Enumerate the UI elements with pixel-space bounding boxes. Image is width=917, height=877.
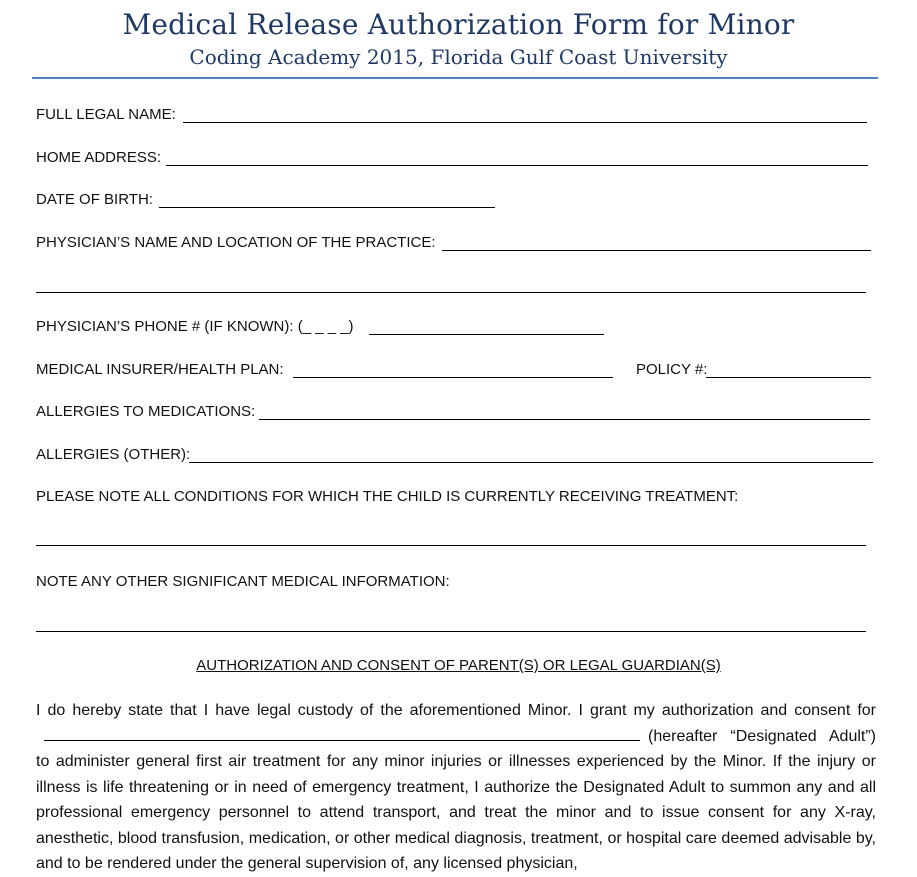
form-subtitle: Coding Academy 2015, Florida Gulf Coast University <box>189 45 728 69</box>
date-of-birth-field[interactable] <box>159 207 495 208</box>
full-legal-name-field[interactable] <box>183 122 867 123</box>
conditions-field[interactable] <box>36 545 866 546</box>
medical-insurer-label: MEDICAL INSURER/HEALTH PLAN: <box>36 361 284 378</box>
policy-number-label: POLICY #: <box>636 361 708 378</box>
designated-adult-field[interactable] <box>44 726 640 741</box>
conditions-label: PLEASE NOTE ALL CONDITIONS FOR WHICH THE CHILD IS CURRENTLY RECEIVING TREATMENT: <box>36 488 739 505</box>
physician-name-field[interactable] <box>442 250 871 251</box>
authorization-paragraph <box>36 698 876 877</box>
physician-phone-label: PHYSICIAN’S PHONE # (IF KNOWN): (_ _ _ _) <box>36 318 354 335</box>
allergies-other-label: ALLERGIES (OTHER): <box>36 446 191 463</box>
authorization-text-start: I do hereby state that I have legal custody of the aforementioned Minor. I grant my authorization and consent for <box>36 702 876 719</box>
allergies-medications-field[interactable] <box>259 419 870 420</box>
physician-name-label: PHYSICIAN’S NAME AND LOCATION OF THE PRACTICE: <box>36 234 436 251</box>
home-address-field[interactable] <box>166 165 868 166</box>
form-title: Medical Release Authorization Form for Minor <box>122 8 795 41</box>
allergies-medications-label: ALLERGIES TO MEDICATIONS: <box>36 403 256 420</box>
physician-location-field[interactable] <box>36 292 866 293</box>
medical-insurer-field[interactable] <box>293 377 613 378</box>
header-divider <box>32 77 878 79</box>
allergies-other-field[interactable] <box>189 462 873 463</box>
other-medical-info-field[interactable] <box>36 631 866 632</box>
authorization-text-rest: (hereafter “Designated Adult”) to administer general first air treatment for any minor injuries or illnesses experienced by the Minor. If the injury or illness is life threatening or in need of emergency treatment, I authorize the Designated Adult to summon any and all professional emergency personnel to attend transport, and treat the minor and to issue consent for any X-ray, anesthetic, blood transfusion, medication, or other medical diagnosis, treatment, or hospital care deemed advisable by, and to be rendered under the general supervision of, any licensed physician, <box>36 727 876 872</box>
home-address-label: HOME ADDRESS: <box>36 149 162 166</box>
other-medical-info-label: NOTE ANY OTHER SIGNIFICANT MEDICAL INFORMATION: <box>36 573 450 590</box>
date-of-birth-label: DATE OF BIRTH: <box>36 191 153 208</box>
policy-number-field[interactable] <box>706 377 871 378</box>
full-legal-name-label: FULL LEGAL NAME: <box>36 106 176 123</box>
authorization-heading: AUTHORIZATION AND CONSENT OF PARENT(S) OR LEGAL GUARDIAN(S) <box>196 657 721 674</box>
physician-phone-field[interactable] <box>369 334 604 335</box>
